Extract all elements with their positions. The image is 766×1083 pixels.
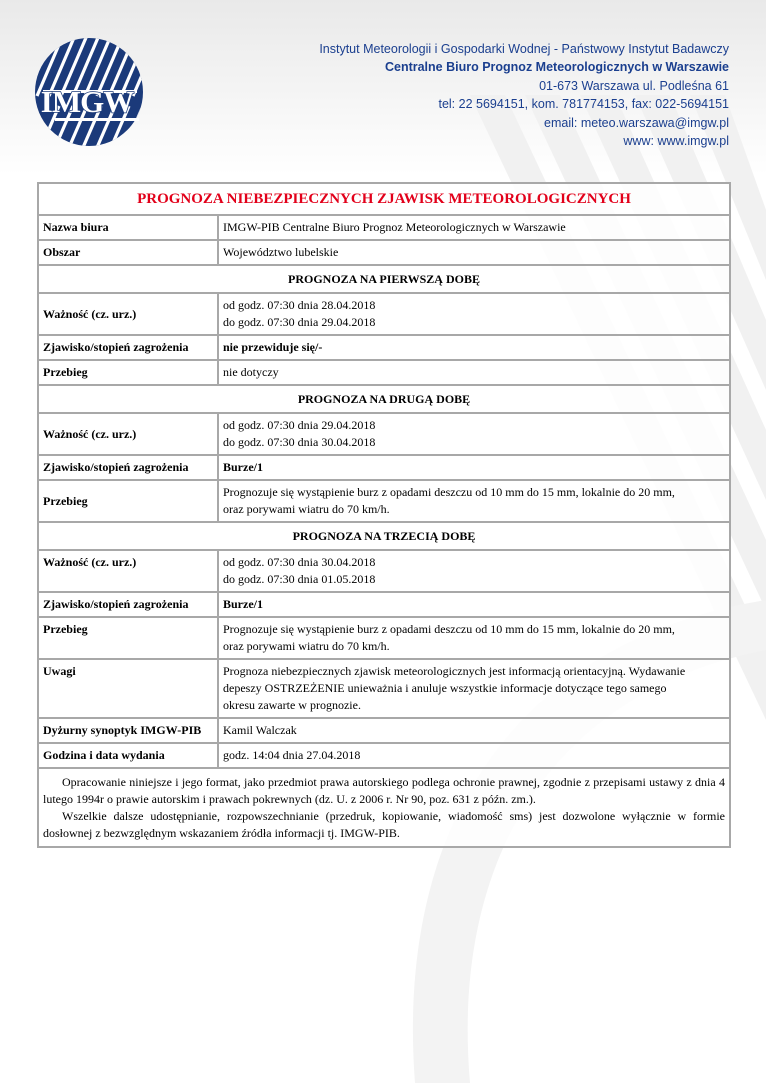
day2-course-value: [218, 480, 730, 522]
area-row: [38, 240, 730, 265]
day2-phenomenon-value: Burze/1: [218, 455, 730, 480]
copyright-notice: [38, 768, 730, 847]
day3-course-line2: oraz porywami wiatru do 70 km/h.: [223, 639, 390, 653]
day2-course-row: [38, 480, 730, 522]
copyright-paragraph-1: Opracowanie niniejsze i jego format, jako przedmiot prawa autorskiego podlega ochronie prawnej, zgodnie z przepisami ustawy z dnia 4 lutego 1994r o prawie autorskim i prawach pokrewnych (dz. U. z 2006 r. Nr 90, poz. 631 z późn. zm.).: [43, 775, 725, 806]
forecaster-label: Dyżurny synoptyk IMGW-PIB: [38, 718, 218, 743]
forecaster-value: Kamil Walczak: [218, 718, 730, 743]
office-row: [38, 215, 730, 240]
day3-validity-value: [218, 550, 730, 592]
day3-heading-row: [38, 522, 730, 550]
day2-heading-row: [38, 385, 730, 413]
day1-heading-row: [38, 265, 730, 293]
day3-course-row: [38, 617, 730, 659]
copyright-paragraph-2: Wszelkie dalsze udostępnianie, rozpowszechnianie (przedruk, kopiowanie, wiadomość sms) jest dozwolone wyłącznie w formie dosłownej z bezwzględnym wskazaniem źródła informacji tj. IMGW-PIB.: [43, 809, 725, 840]
day1-validity-from: od godz. 07:30 dnia 28.04.2018: [223, 298, 376, 312]
day1-course-label: Przebieg: [38, 360, 218, 385]
remarks-line3: okresu zawarte w prognozie.: [223, 698, 361, 712]
website[interactable]: www: www.imgw.pl: [623, 134, 729, 149]
bureau-name: Centralne Biuro Prognoz Meteorologicznych w Warszawie: [384, 60, 729, 75]
day3-phenomenon-label: Zjawisko/stopień zagrożenia: [38, 592, 218, 617]
remarks-line2: depeszy OSTRZEŻENIE unieważnia i anuluje wszystkie informacje dotyczące tego samego: [223, 681, 667, 695]
day2-validity-from: od godz. 07:30 dnia 29.04.2018: [223, 418, 376, 432]
day1-validity-value: [218, 293, 730, 335]
day3-validity-from: od godz. 07:30 dnia 30.04.2018: [223, 555, 376, 569]
remarks-line1: Prognoza niebezpiecznych zjawisk meteorologicznych jest informacją orientacyjną. Wydawanie: [223, 664, 686, 678]
day3-heading: PROGNOZA NA TRZECIĄ DOBĘ: [38, 522, 730, 550]
day2-validity-to: do godz. 07:30 dnia 30.04.2018: [223, 435, 376, 449]
remarks-row: [38, 659, 730, 718]
phone: tel: 22 5694151, kom. 781774153, fax: 022-5694151: [438, 97, 729, 112]
day1-phenomenon-value: nie przewiduje się/-: [218, 335, 730, 360]
svg-text:IMGW: IMGW: [40, 84, 134, 119]
day2-phenomenon-row: [38, 455, 730, 480]
title-row: [38, 183, 730, 215]
day2-heading: PROGNOZA NA DRUGĄ DOBĘ: [38, 385, 730, 413]
day2-validity-value: [218, 413, 730, 455]
remarks-label: Uwagi: [38, 659, 218, 718]
day2-phenomenon-label: Zjawisko/stopień zagrożenia: [38, 455, 218, 480]
area-value: Województwo lubelskie: [218, 240, 730, 265]
day2-course-label: Przebieg: [38, 480, 218, 522]
copyright-row: [38, 768, 730, 847]
day2-course-line2: oraz porywami wiatru do 70 km/h.: [223, 502, 390, 516]
day3-validity-row: [38, 550, 730, 592]
remarks-value: [218, 659, 730, 718]
day2-validity-row: [38, 413, 730, 455]
day3-validity-label: Ważność (cz. urz.): [38, 550, 218, 592]
day1-validity-row: [38, 293, 730, 335]
email[interactable]: email: meteo.warszawa@imgw.pl: [544, 115, 729, 130]
day3-course-value: [218, 617, 730, 659]
header-info: [319, 40, 729, 150]
day2-course-line1: Prognozuje się wystąpienie burz z opadami deszczu od 10 mm do 15 mm, lokalnie do 20 mm,: [223, 485, 675, 499]
office-label: Nazwa biura: [38, 215, 218, 240]
day3-phenomenon-row: [38, 592, 730, 617]
day3-validity-to: do godz. 07:30 dnia 01.05.2018: [223, 572, 376, 586]
day3-phenomenon-value: Burze/1: [218, 592, 730, 617]
day1-validity-to: do godz. 07:30 dnia 29.04.2018: [223, 315, 376, 329]
day1-course-row: [38, 360, 730, 385]
issued-value: godz. 14:04 dnia 27.04.2018: [218, 743, 730, 768]
day2-validity-label: Ważność (cz. urz.): [38, 413, 218, 455]
forecaster-row: [38, 718, 730, 743]
imgw-logo: [33, 36, 145, 148]
day1-phenomenon-label: Zjawisko/stopień zagrożenia: [38, 335, 218, 360]
day1-validity-label: Ważność (cz. urz.): [38, 293, 218, 335]
day3-course-label: Przebieg: [38, 617, 218, 659]
day1-heading: PROGNOZA NA PIERWSZĄ DOBĘ: [38, 265, 730, 293]
issued-row: [38, 743, 730, 768]
document-title: PROGNOZA NIEBEZPIECZNYCH ZJAWISK METEOROLOGICZNYCH: [38, 183, 730, 215]
address: 01-673 Warszawa ul. Podleśna 61: [539, 78, 729, 93]
area-label: Obszar: [38, 240, 218, 265]
day1-phenomenon-row: [38, 335, 730, 360]
institute-name: Instytut Meteorologii i Gospodarki Wodnej - Państwowy Instytut Badawczy: [319, 42, 729, 56]
issued-label: Godzina i data wydania: [38, 743, 218, 768]
office-value: IMGW-PIB Centralne Biuro Prognoz Meteorologicznych w Warszawie: [218, 215, 730, 240]
day1-course-value: nie dotyczy: [218, 360, 730, 385]
forecast-table: [37, 182, 731, 848]
day3-course-line1: Prognozuje się wystąpienie burz z opadami deszczu od 10 mm do 15 mm, lokalnie do 20 mm,: [223, 622, 675, 636]
